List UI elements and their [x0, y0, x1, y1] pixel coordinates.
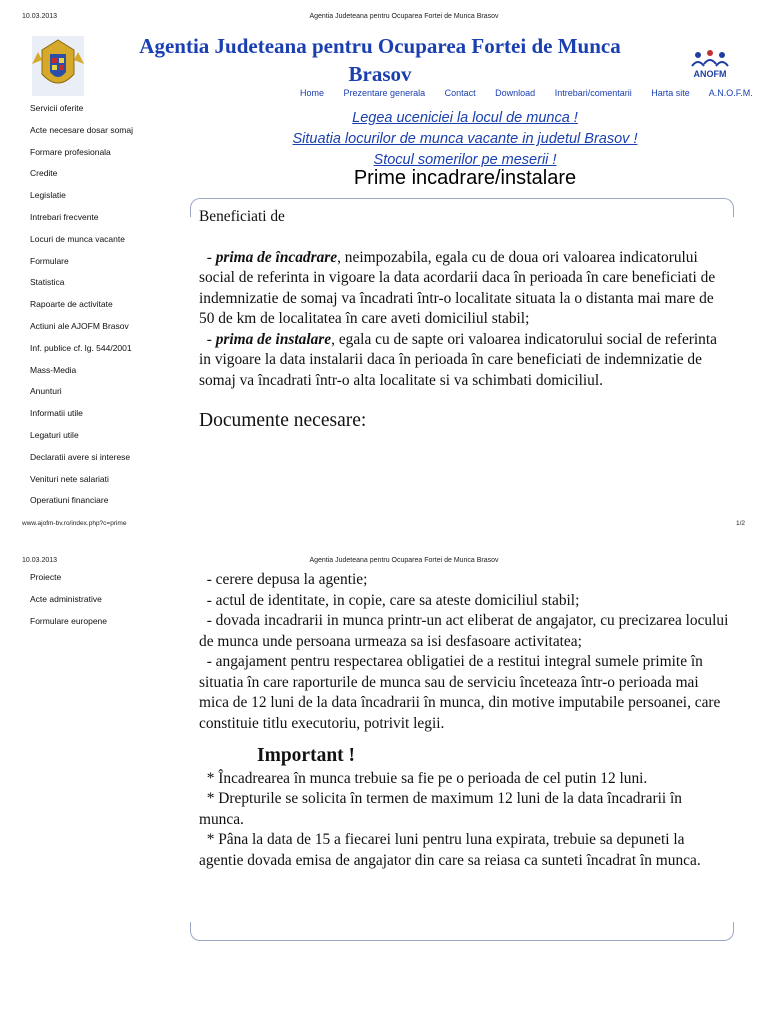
- sidebar-item[interactable]: Rapoarte de activitate: [30, 299, 113, 310]
- print-date: 10.03.2013: [22, 13, 58, 20]
- sidebar-item[interactable]: Actiuni ale AJOFM Brasov: [30, 320, 129, 331]
- nav-prezentare[interactable]: Prezentare generala: [343, 88, 426, 98]
- sidebar-item[interactable]: Locuri de munca vacante: [30, 233, 125, 244]
- important-item: * Drepturile se solicita în termen de maximum 12 luni de la data încadrarii în munca.: [199, 790, 682, 828]
- sidebar-menu: [30, 101, 133, 515]
- nav-home[interactable]: Home: [300, 88, 325, 98]
- sidebar-item[interactable]: Formare profesionala: [30, 146, 111, 157]
- sidebar-item[interactable]: Credite: [30, 168, 58, 179]
- page-title: Prime incadrare/instalare: [353, 167, 577, 189]
- content-frame-bottom: [190, 922, 734, 941]
- link-locuri-vacante[interactable]: Situatia locurilor de munca vacante in judetul Brasov !: [292, 131, 638, 147]
- sidebar-item[interactable]: Acte necesare dosar somaj: [30, 124, 133, 135]
- print-date-page2: 10.03.2013: [22, 557, 58, 564]
- sidebar-item[interactable]: Statistica: [30, 277, 65, 288]
- site-title: Agentia Judeteana pentru Ocuparea Fortei de Munca Brasov: [139, 34, 621, 86]
- important-item: * Pâna la data de 15 a fiecarei luni pentru luna expirata, trebuie sa depuneti la agentie dovada emisa de angajator din care sa reiasa ca sunteti încadrat în munca.: [199, 831, 701, 869]
- intro-text: Beneficiati de: [199, 208, 285, 225]
- sidebar-item[interactable]: Formulare europene: [30, 615, 108, 626]
- important-item: * Încadrearea în munca trebuie sa fie pe o perioada de cel putin 12 luni.: [206, 769, 648, 787]
- sidebar-item[interactable]: Proiecte: [30, 572, 62, 582]
- sidebar-item[interactable]: Legaturi utile: [30, 429, 79, 440]
- sidebar-item[interactable]: Legislatie: [30, 190, 66, 201]
- doc-item: - cerere depusa la agentie;: [206, 571, 368, 588]
- link-stocul-somerilor[interactable]: Stocul somerilor pe meserii !: [373, 152, 557, 168]
- romania-coat-of-arms-icon: [28, 34, 88, 98]
- nav-download[interactable]: Download: [495, 88, 536, 98]
- sidebar-item[interactable]: Anunturi: [30, 386, 62, 397]
- top-navigation: [300, 88, 768, 98]
- link-legea-uceniciei[interactable]: Legea uceniciei la locul de munca !: [352, 110, 578, 126]
- sidebar-item[interactable]: Venituri nete salariati: [30, 473, 109, 484]
- nav-intrebari[interactable]: Intrebari/comentarii: [554, 88, 632, 98]
- nav-harta-site[interactable]: Harta site: [651, 88, 690, 98]
- print-title-page2: Agentia Judeteana pentru Ocuparea Fortei de Munca Brasov: [309, 557, 499, 564]
- doc-item: - actul de identitate, in copie, care sa ateste domiciliul stabil;: [206, 591, 580, 609]
- sidebar-item[interactable]: Informatii utile: [30, 408, 83, 419]
- important-heading: Important !: [257, 745, 356, 766]
- content-page1: [199, 207, 729, 432]
- footer-page: 1/2: [736, 520, 746, 527]
- sidebar-item[interactable]: Mass-Media: [30, 364, 77, 375]
- sidebar-item[interactable]: Intrebari frecvente: [30, 211, 99, 222]
- content-page2: [199, 570, 729, 871]
- nav-anofm[interactable]: A.N.O.F.M.: [708, 88, 753, 98]
- anofm-logo-icon[interactable]: [682, 46, 738, 80]
- documents-heading: Documente necesare:: [199, 410, 367, 431]
- print-title: Agentia Judeteana pentru Ocuparea Fortei de Munca Brasov: [309, 13, 499, 20]
- sidebar-item[interactable]: Servicii oferite: [30, 103, 84, 113]
- doc-item: - dovada incadrarii in munca printr-un act eliberat de angajator, cu precizarea locului de munca unde persoana urmeaza sa isi desfasoare activitatea;: [199, 612, 729, 650]
- nav-contact[interactable]: Contact: [444, 88, 476, 98]
- footer-url: www.ajofm-bv.ro/index.php?c=prime: [22, 520, 127, 527]
- paragraph-prima-instalare: - prima de instalare, egala cu de sapte ori valoarea indicatorului social de referinta in vigoare la data instalarii daca în perioada în care beneficiati de indemnizatie de somaj va încadrati într-o alta localitate si va schimbati domiciliul.: [199, 330, 717, 389]
- sidebar-item[interactable]: Formulare: [30, 255, 69, 266]
- sidebar-item[interactable]: Inf. publice cf. lg. 544/2001: [30, 342, 132, 353]
- sidebar-item[interactable]: Operatiuni financiare: [30, 495, 109, 506]
- announcement-links: [190, 108, 740, 171]
- sidebar-item[interactable]: Declaratii avere si interese: [30, 451, 131, 462]
- doc-item: - angajament pentru respectarea obligatiei de a restitui integral sumele primite în situatia în care raporturile de munca sau de serviciu înceteaza într-o perioada mai mica de 12 luni de la data încadrarii în munca, din motive imputabile persoanei, care constituie titlu executoriu, potrivit legii.: [199, 653, 721, 732]
- svg-text:ANOFM: ANOFM: [693, 69, 727, 79]
- paragraph-prima-incadrare: - prima de încadrare, neimpozabila, egala cu de doua ori valoarea indicatorului social de referinta in vigoare la data acordarii daca în perioada în care beneficiati de indemnizatie de somaj va încadrati într-o localitate situata la o distanta mai mare de 50 de km de localitatea în care aveti domiciliul stabil;: [199, 248, 716, 327]
- sidebar-menu-page2: [30, 570, 107, 635]
- sidebar-item[interactable]: Acte administrative: [30, 593, 102, 604]
